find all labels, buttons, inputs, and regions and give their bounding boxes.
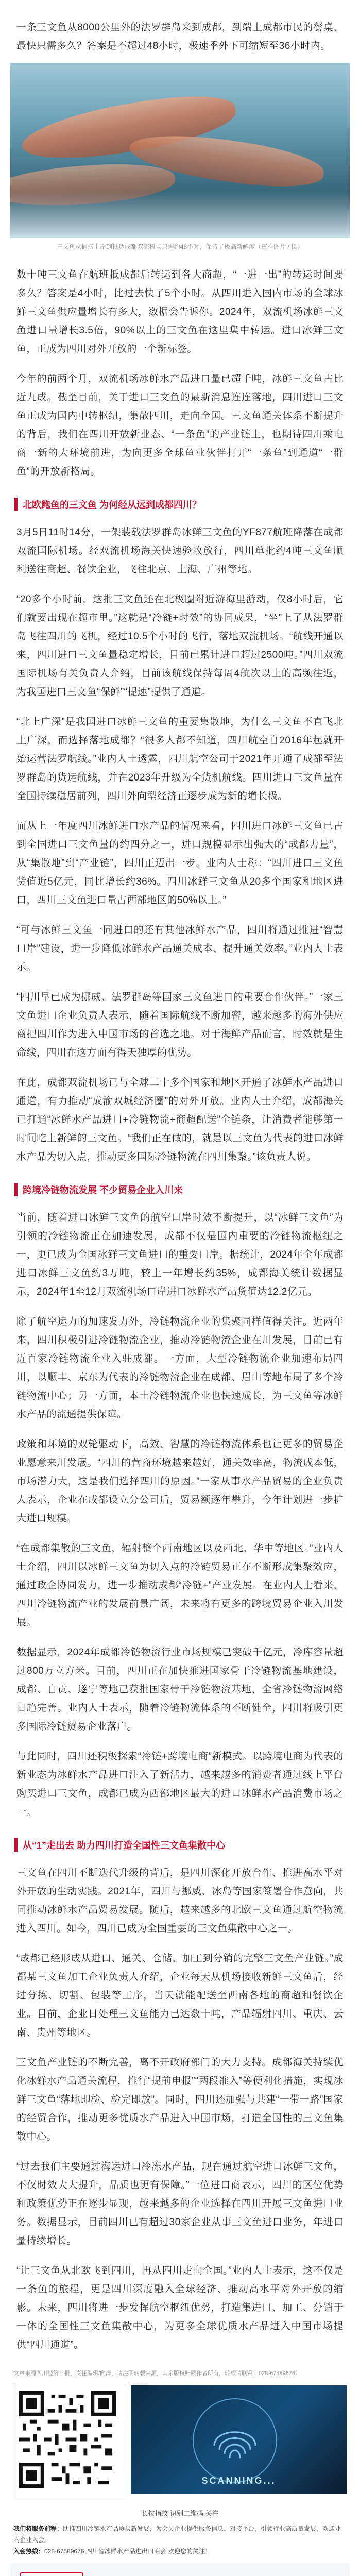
contact-text: 助推四川冷链水产品贸易新发展，为会员企业提供服务信息、对接平台，引领行业高质量发展，欢迎业内企业入会。 (13, 2525, 341, 2544)
paragraph: 在此，成都双流机场已与全球二十多个国家和地区开通了冰鲜水产品进口通道，有力推动“成渝双城经济圈”的对外开放。业内人士介绍，成都海关已打通“冰鲜水产品进口+冷链物流+商超配送”全链条，让消费者能够第一时间吃上新鲜的三文鱼。“我们正在做的，就是以三文鱼为代表的进口冰鲜水产品为切入点，推动更多国际冷链物流在四川集聚。”该负责人说。 (16, 1077, 344, 1162)
body-section-intro (0, 266, 360, 481)
paragraph: “过去我们主要通过海运进口冷冻水产品，现在通过航空进口冰鲜三文鱼，不仅时效大大提升，品质也更有保障。”一位进口商表示，四川的区位优势和政策优势正在逐步显现，越来越多的企业选择在四川开展三文鱼进口业务。数据显示，目前四川已有超过30家企业从事三文鱼进口业务，年进口量持续增长。 (16, 2161, 344, 2246)
intro-paragraph: 一条三文鱼从8000公里外的法罗群岛来到成都，到端上成都市民的餐桌，最快只需多久？答案是不超过48小时，极速季外下可缩短至36小时内。 (16, 22, 344, 52)
contact-tail: 欢迎您的关注！ (168, 2548, 212, 2555)
paragraph: 与此同时，四川还积极探索“冷链+跨境电商”新模式。以跨境电商为代表的新业态为冰鲜水产品进口注入了新活力，越来越多的消费者通过线上平台购买进口三文鱼，成都已成为西部地区最大的进口冰鲜水产品消费市场之一。 (16, 1751, 344, 1818)
source-note: 文章来源四川经济日报，责任编辑/向洋，请注明转载来源，其余版权归原作者所有，转载请联系：028-67589676 (13, 2370, 296, 2377)
paragraph: “可与冰鲜三文鱼一同进口的还有其他冰鲜水产品，四川将通过推进“智慧口岸”建设，进一步降低冰鲜水产品通关成本、提升通关效率。”业内人士表示。 (16, 925, 344, 973)
paragraph: “北上广深”是我国进口冰鲜三文鱼的重要集散地，为什么三文鱼不直飞北上广深，而选择落地成都？“很多人都不知道，四川航空自2016年起就开始运营法罗航线。”业内人士透露，四川航空公司于2021年开通了成都至法罗群岛的货运航线，并在2023年升级为全货机航线。四川进口三文鱼量在全国持续稳居前列，四川外向型经济正逐步成为新的增长极。 (16, 717, 344, 802)
org-name: 四川省冰鲜水产品进出口商会 (85, 2548, 166, 2555)
fingerprint-icon (193, 2398, 277, 2483)
section-heading-3 (14, 1836, 346, 1854)
body-section-3 (0, 1864, 360, 2354)
follow-prompt: 长按指纹 识别二维码 关注 (141, 2510, 219, 2517)
qr-section (13, 2385, 347, 2504)
logo (20, 2572, 83, 2576)
paragraph: 政策和环境的双轮驱动下，高效、智慧的冷链物流体系也让更多的贸易企业愿意来川发展。“四川的营商环境越来越好，通关效率高，物流成本低，市场潜力大，这是我们选择四川的原因。”一家从事水产品贸易的企业负责人表示，企业在成都设立分公司后，贸易额逐年攀升，今年计划进一步扩大进口规模。 (16, 1439, 344, 1524)
qr-code-graphic (15, 2387, 119, 2492)
section-marker (14, 1838, 18, 1852)
contact-label: 入会热线： (13, 2548, 45, 2555)
section-title: 北欧鲍鱼的三文鱼 为何经从远到成都四川？ (23, 500, 201, 510)
fingerprint-icon-graphic (194, 2399, 276, 2482)
paragraph: “成都已经形成从进口、通关、仓储、加工到分销的完整三文鱼产业链。”成都某三文鱼加工企业负责人介绍，企业每天从机场接收新鲜三文鱼后，经过分拣、切割、包装等工序，当天就能配送至西南各地的商超和餐饮企业。目前，企业日处理三文鱼能力已达数十吨，产品辐射四川、重庆、云南、贵州等地区。 (16, 1953, 344, 2038)
section-heading-2 (14, 1181, 346, 1198)
body-section-2 (0, 1209, 360, 1822)
paragraph: “四川早已成为挪威、法罗群岛等国家三文鱼进口的重要合作伙伴。”一家三文鱼进口企业负责人表示，随着国际航线不断加密，越来越多的海外供应商把四川作为进入中国市场的首选之地。对于海鲜产品而言，时效就是生命线，四川在这方面有得天独厚的优势。 (16, 992, 344, 1058)
paragraph: 当前，随着进口冰鲜三文鱼的航空口岸时效不断提升，以“冰鲜三文鱼”为引领的冷链物流正在加速发展，成都不仅是国内重要的冷链物流枢纽之一，更已成为全国冰鲜三文鱼进口的重要口岸。据统计，2024年全年成都进口冰鲜三文鱼约3万吨，较上一年增长约35%，成都海关统计数据显示，2024年1至12月双流机场口岸进口冰鲜水产品货值达12.2亿元。 (16, 1212, 344, 1297)
section-title: 跨境冷链物流发展 不少贸易企业入川来 (23, 1185, 183, 1195)
paragraph: 而从上一年度四川冰鲜进口水产品的情况来看，四川进口冰鲜三文鱼已占到全国进口三文鱼量的约四分之一，进口规模显示出强大的“成都力量”，从“集散地”到“产业链”，四川正迈出一步。业内人士称：“四川进口三文鱼货值近5亿元，同比增长约36%。四川冰鲜三文鱼从20多个国家和地区进口，四川三文鱼进口量占西部地区的50%以上。” (16, 821, 344, 906)
contact-line (13, 2523, 347, 2546)
paragraph: 除了航空运力的加速发力外，冷链物流企业的集聚同样值得关注。近两年来，四川积极引进冷链物流企业，推动冷链物流企业在川发展，目前已有近百家冷链物流企业入驻成都。一方面，大型冷链物流企业加速布局四川，以顺丰、京东为代表的冷链物流企业在成都、眉山等地布局了多个冷链物流中心；另一方面，本土冷链物流企业也快速成长，为三文鱼等冰鲜水产品的流通提供保障。 (16, 1316, 344, 1420)
qr-code[interactable] (13, 2385, 126, 2498)
paragraph: 今年的前两个月，双流机场冰鲜水产品进口量已超千吨，冰鲜三文鱼占比近九成。截至目前，关于进口三文鱼的最新消息连连落地，四川进口三文鱼正成为国内中转枢纽，集散四川，走向全国。三文鱼通关体系不断提升的背后，我们在四川开放新业态、“一条鱼”的产业链上，也期待四川乘电商一新的大环境前进，为向更多全球鱼业伙伴打开“一条鱼”到通道“一群鱼”的开放新格局。 (16, 374, 344, 477)
scanning-graphic (131, 2385, 347, 2494)
section-heading-1 (14, 496, 346, 513)
ice-layer (10, 192, 350, 238)
paragraph: “在成都集散的三文鱼，辐射整个西南地区以及西北、华中等地区。”业内人士介绍，四川以冰鲜三文鱼为切入点的冷链贸易正在不断形成集聚效应，通过政企协同发力，进一步推动成都“冷链+”产业发展。在业内人士看来，四川冷链物流产业的发展前景广阔，未来将有更多的跨境贸易企业入川发展。 (16, 1543, 344, 1628)
section-marker (14, 1183, 18, 1196)
section-marker (14, 498, 18, 511)
contact-info (13, 2523, 347, 2557)
paragraph: “20多个小时前，这批三文鱼还在北极圈附近游海里游动，仅8小时后，它们就要出现在超市里。”这就是“冷链+时效”的协同成果，“坐”上了从法罗群岛飞往四川的飞机，经过10.5个小时的飞行，落地双流机场。“航线开通以来，四川进口三文鱼量稳定增长，目前已累计进口超过2500吨。”四川双流国际机场有关负责人介绍，目前该航线保持每周4航次以上的高频往返，为我国进口三文鱼“保鲜”“提速”提供了通道。 (16, 594, 344, 698)
scanning-text: SCANNING... (201, 2476, 276, 2486)
paragraph: “让三文鱼从北欧飞到四川，再从四川走向全国。”业内人士表示，这不仅是一条鱼的旅程，更是四川深度融入全球经济、推动高水平对外开放的缩影。未来，四川将进一步发挥航空枢纽优势，打造集进口、加工、分销于一体的全国性三文鱼集散中心，为更多全球优质水产品进入中国市场提供“四川通道”。 (16, 2265, 344, 2350)
contact-label: 我们将服务前程： (13, 2525, 63, 2532)
paragraph: 3月5日11时14分，一架装载法罗群岛冰鲜三文鱼的YF877航班降落在成都双流国际机场。经双流机场海关快速验收放行，四川单批约4吨三文鱼顺利送往商超、餐饮企业，飞往北京、上海、广州等地。 (16, 527, 344, 575)
body-section-1 (0, 523, 360, 1166)
paragraph: 三文鱼在四川不断迭代升级的背后，是四川深化开放合作、推进高水平对外开放的生动实践。2021年，四川与挪威、冰岛等国家签署合作意向，共同推动冰鲜水产品贸易发展。随后，越来越多的北欧三文鱼通过航空物流进入四川。如今，四川已成为全国重要的三文鱼集散中心之一。 (16, 1868, 344, 1934)
paragraph: 数十吨三文鱼在航班抵成都后转运到各大商超，“一进一出”的转运时间要多久？答案是4小时，比过去快了5个小时。从四川进入国内市场的全球冰鲜三文鱼供应量增长有多大，数据会告诉你。2024年，双流机场冰鲜三文鱼进口量增长3.5倍，90%以上的三文鱼在这里集中转运。进口冰鲜三文鱼，正成为四川对外开放的一个新标签。 (16, 269, 344, 354)
hero-image (10, 63, 350, 238)
phone-number[interactable]: 028-67589676 (44, 2548, 84, 2555)
paragraph: 数据显示，2024年成都冷链物流行业市场规模已突破千亿元，冷库容量超过800万立方米。目前，四川正在加快推进国家骨干冷链物流基地建设，成都、自贡、遂宁等地已获批国家骨干冷链物流基地，全省冷链物流网络日趋完善。业内人士表示，随着冷链物流体系的不断健全，四川将吸引更多国际冷链贸易企业落户。 (16, 1647, 344, 1732)
paragraph: 三文鱼产业链的不断完善，离不开政府部门的大力支持。成都海关持续优化冰鲜水产品通关流程，推行“提前申报”“两段准入”等便利化措施，实现冰鲜三文鱼“落地即检、检完即放”。同时，四川还加强与共建“一带一路”国家的经贸合作，推动更多优质水产品进入中国市场，打造全国性的三文鱼集散中心。 (16, 2057, 344, 2142)
hero-caption: 三文鱼从捕捞上岸到抵达成都双流机场只需约48小时，保持了极高新鲜度（资料图片 / 摄） (56, 243, 304, 250)
section-title: 从“1”走出去 助力四川打造全国性三文鱼集散中心 (23, 1840, 226, 1851)
contact-line (13, 2546, 347, 2557)
promo-image (10, 2563, 350, 2576)
